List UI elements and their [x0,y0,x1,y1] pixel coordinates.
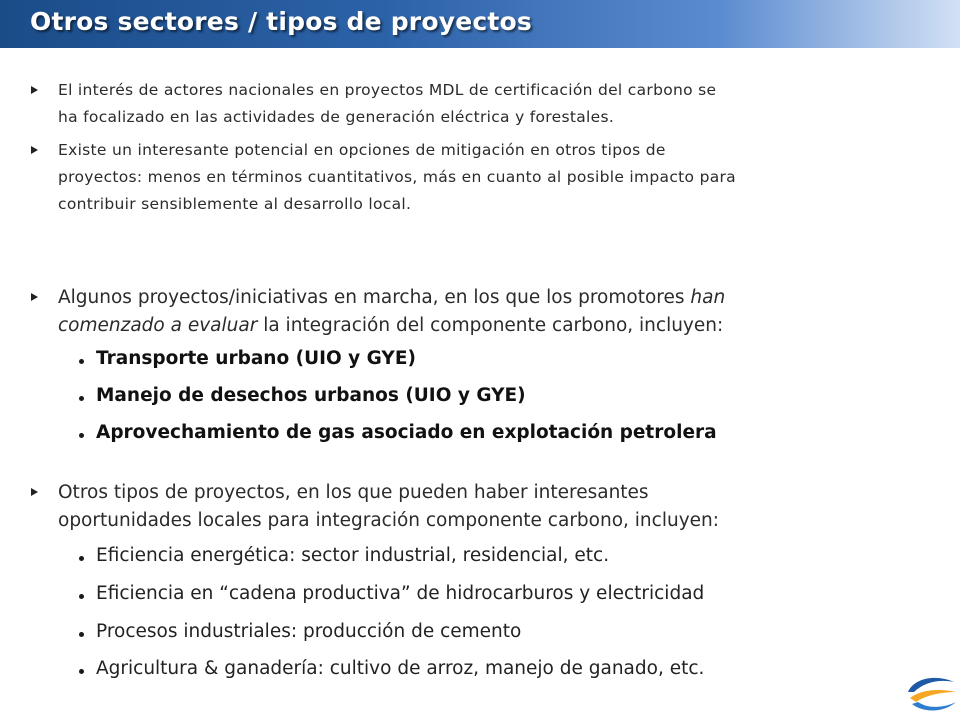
paragraph-cdm-interest [58,77,716,131]
dot-bullet-icon [79,359,84,364]
dot-bullet-icon [79,669,84,674]
text-line [58,312,725,340]
arrow-bullet-icon [31,293,38,301]
list-item-other: Procesos industriales: producción de cemento [96,621,522,642]
dot-bullet-icon [79,556,84,561]
dot-bullet-icon [79,632,84,637]
list-item-other: Eficiencia energética: sector industrial, residencial, etc. [96,545,610,566]
text-line: contribuir sensiblemente al desarrollo local. [58,195,412,213]
arrow-bullet-icon [31,488,38,496]
text-line: ha focalizado en las actividades de generación eléctrica y forestales. [58,108,615,126]
arrow-bullet-icon [31,146,38,154]
logo-swoosh-bottom [912,702,956,711]
slide-title: Otros sectores / tipos de proyectos [30,7,532,36]
text-segment: Algunos proyectos/iniciativas en marcha, en los que los promotores [58,287,685,308]
paragraph-other-projects [58,479,719,535]
logo-swoosh-middle [910,690,956,702]
text-line: proyectos: menos en términos cuantitativos, más en cuanto al posible impacto para [58,168,736,186]
list-item-ongoing: Transporte urbano (UIO y GYE) [96,348,416,369]
arrow-bullet-icon [31,86,38,94]
text-line: oportunidades locales para integración componente carbono, incluyen: [58,510,719,531]
logo-swoosh-top [908,678,954,692]
title-bar [0,0,960,48]
list-item-ongoing: Aprovechamiento de gas asociado en explotación petrolera [96,422,717,443]
paragraph-mitigation-potential [58,137,736,218]
text-line: El interés de actores nacionales en proyectos MDL de certificación del carbono se [58,81,717,99]
list-item-other: Agricultura & ganadería: cultivo de arroz, manejo de ganado, etc. [96,658,705,679]
list-item-other: Eficiencia en “cadena productiva” de hidrocarburos y electricidad [96,583,705,604]
text-segment: la integración del componente carbono, incluyen: [263,315,724,336]
dot-bullet-icon [79,396,84,401]
organization-logo-icon [902,672,958,716]
text-line: Otros tipos de proyectos, en los que pueden haber interesantes [58,482,649,503]
text-segment-italic: comenzado a evaluar [58,315,258,336]
text-line [58,284,725,312]
paragraph-ongoing-projects [58,284,725,340]
text-segment-italic: han [690,287,726,308]
list-item-ongoing: Manejo de desechos urbanos (UIO y GYE) [96,385,526,406]
text-line: Existe un interesante potencial en opciones de mitigación en otros tipos de [58,141,666,159]
dot-bullet-icon [79,433,84,438]
dot-bullet-icon [79,594,84,599]
